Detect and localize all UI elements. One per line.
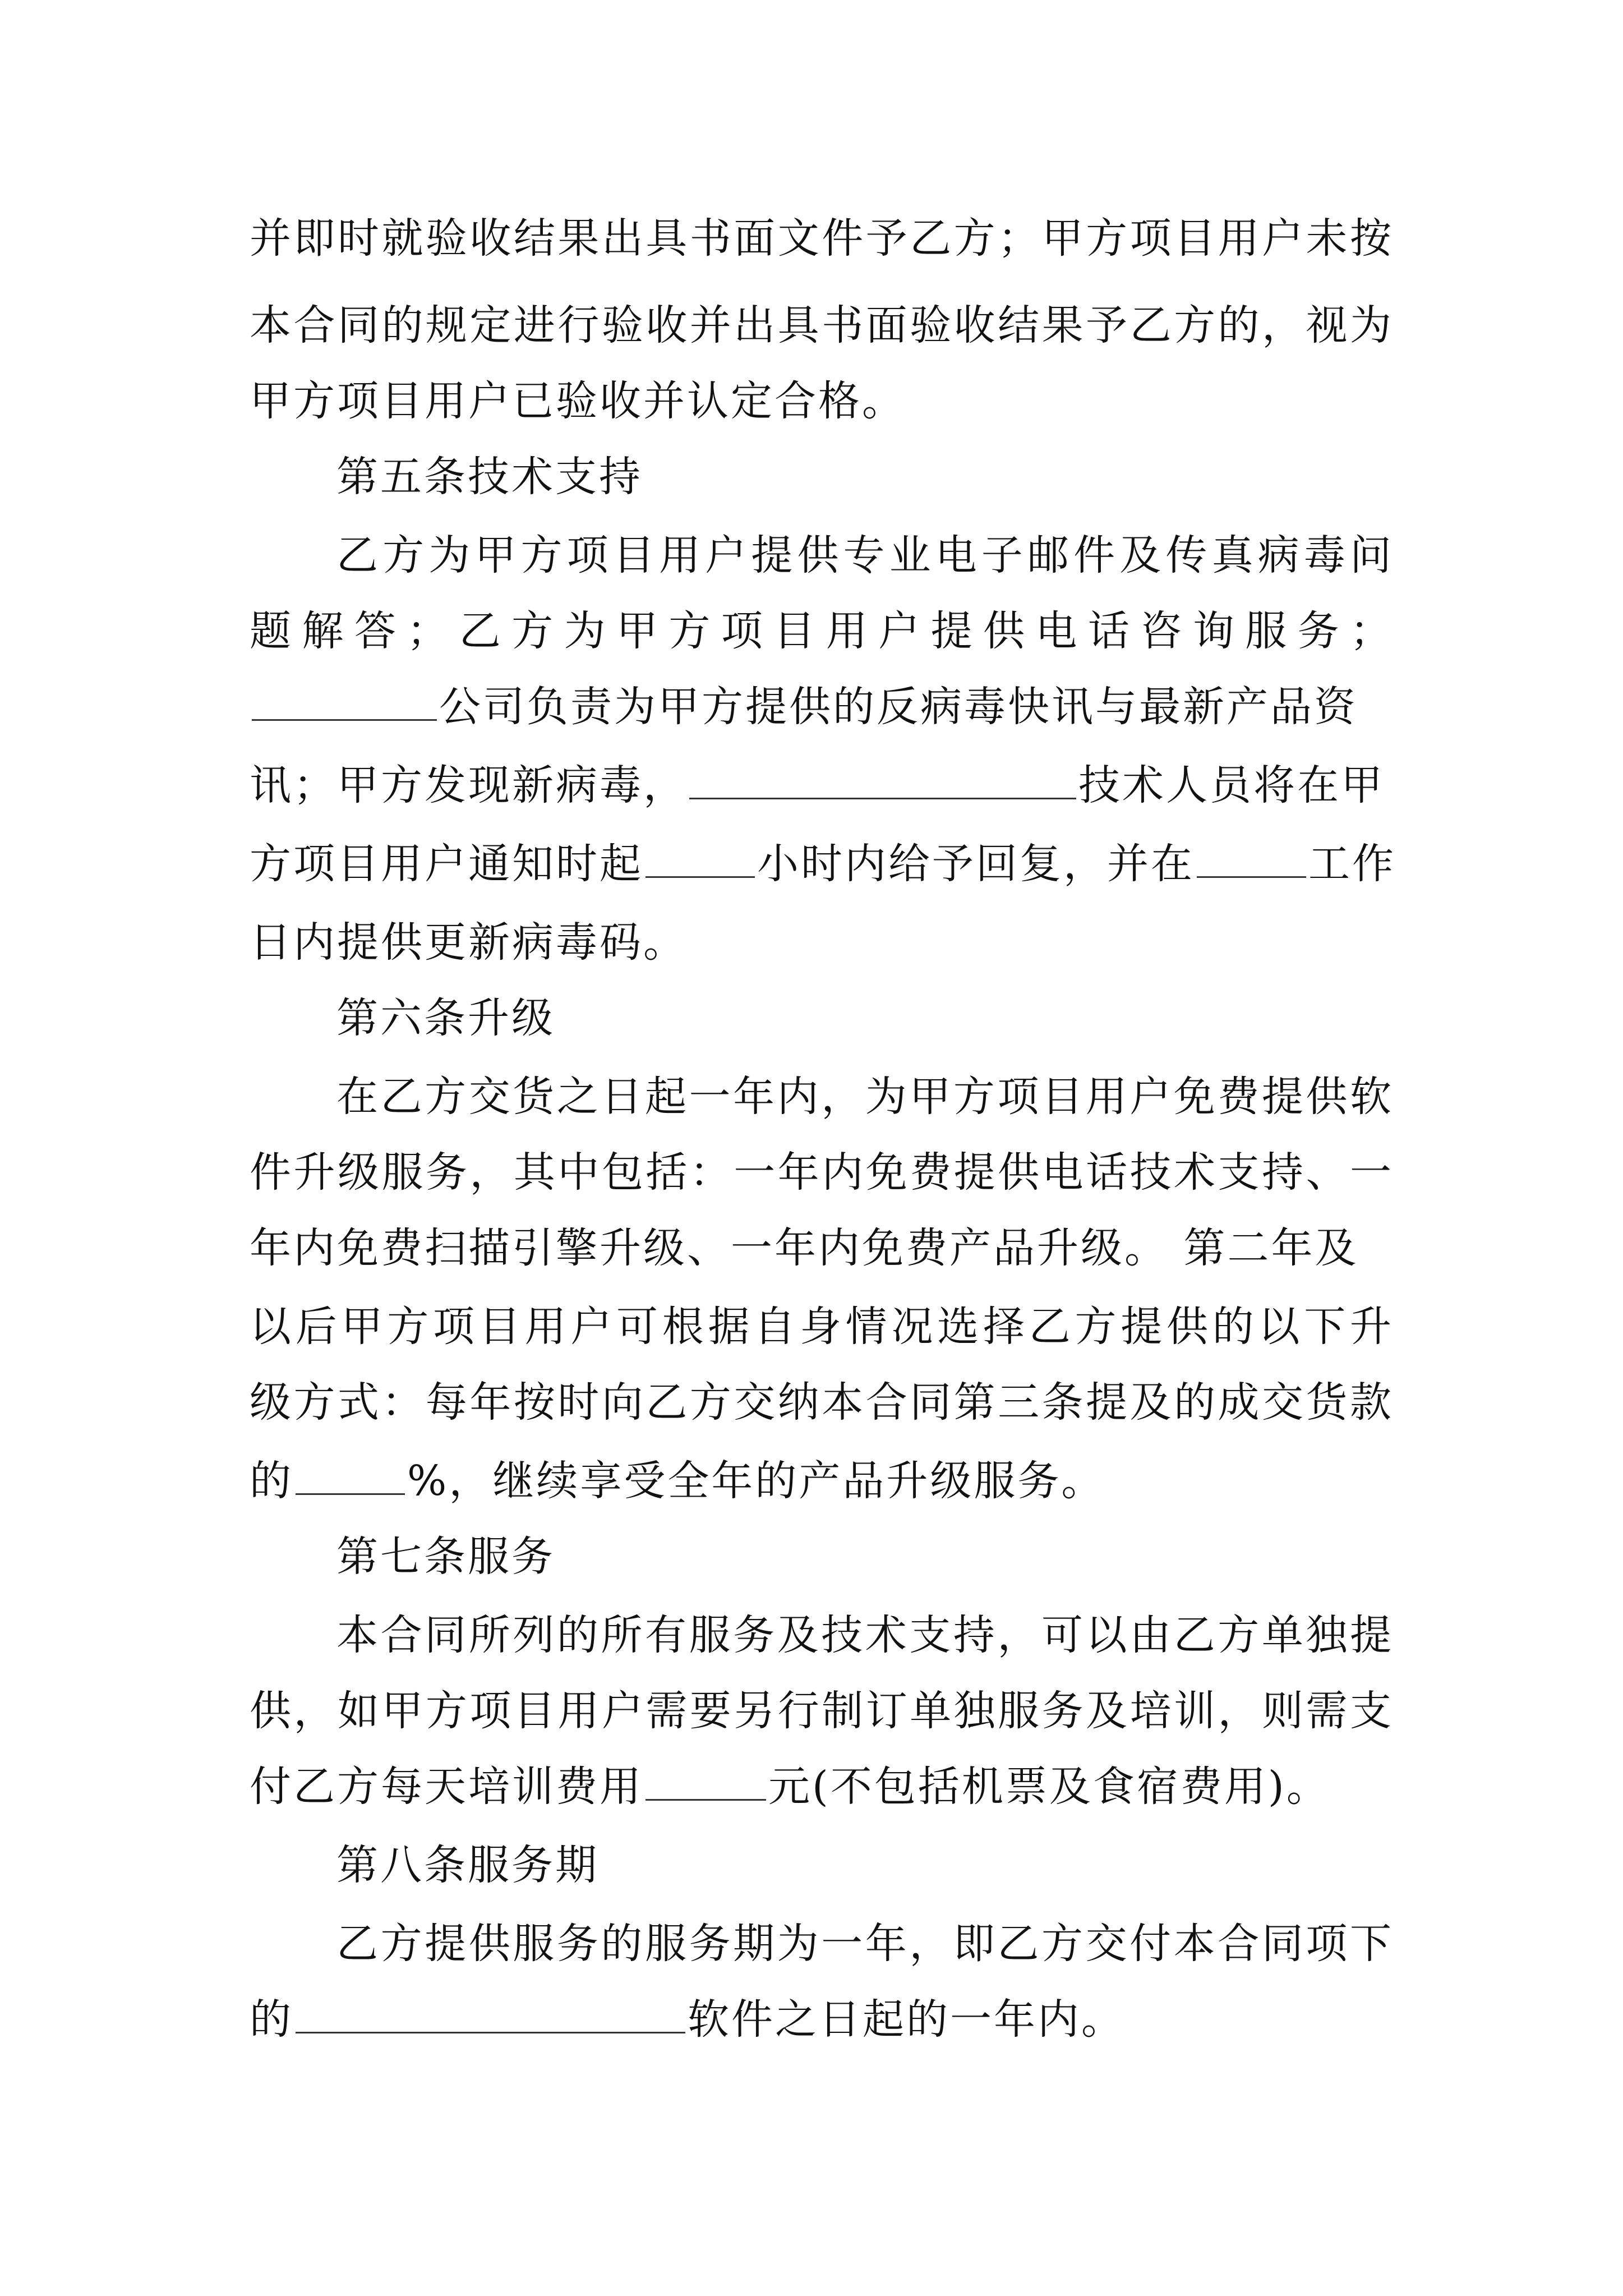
- line-text: 技术人员将在甲: [1078, 761, 1385, 809]
- line-text: 付乙方每天培训费用: [250, 1763, 643, 1811]
- fill-blank: [1197, 835, 1306, 878]
- paragraph-line: [250, 673, 1394, 740]
- paragraph-line: 在乙方交货之日起一年内，为甲方项目用户免费提供软: [336, 1073, 1394, 1121]
- paragraph-line: 本合同的规定进行验收并出具书面验收结果予乙方的，视为: [250, 301, 1394, 349]
- line-text: 讯；甲方发现新病毒，: [250, 761, 687, 809]
- article-8-heading: 第八条服务期: [336, 1841, 599, 1889]
- line-text: 方项目用户通知时起: [250, 840, 643, 888]
- paragraph-line: [250, 830, 1394, 898]
- line-text: 的: [250, 1995, 293, 2044]
- line-text: 公司负责为甲方提供的反病毒快讯与最新产品资: [439, 683, 1358, 731]
- paragraph-line: 乙方提供服务的服务期为一年，即乙方交付本合同项下: [336, 1920, 1394, 1968]
- line-text: 工作: [1308, 840, 1396, 888]
- paragraph-line: 以后甲方项目用户可根据自身情况选择乙方提供的以下升: [250, 1303, 1394, 1351]
- article-5-heading: 第五条技术支持: [336, 453, 643, 501]
- fill-blank: [296, 1990, 685, 2033]
- fill-blank: [645, 1757, 766, 1801]
- fill-blank: [296, 1452, 405, 1495]
- paragraph-line: [250, 1753, 1394, 1820]
- paragraph-line: 年内免费扫描引擎升级、一年内免费产品升级。 第二年及: [250, 1224, 1359, 1272]
- paragraph-line: [250, 1447, 1394, 1515]
- fill-blank: [252, 678, 437, 721]
- line-text: 的: [250, 1457, 293, 1505]
- paragraph-line: 题解答；乙方为甲方项目用户提供电话咨询服务；: [250, 607, 1394, 655]
- line-text: 元(不包括机票及食宿费用)。: [768, 1763, 1330, 1811]
- paragraph-line: 甲方项目用户已验收并认定合格。: [250, 377, 906, 425]
- paragraph-line: 件升级服务，其中包括：一年内免费提供电话技术支持、一: [250, 1148, 1394, 1197]
- line-text: 软件之日起的一年内。: [688, 1995, 1125, 2044]
- article-7-heading: 第七条服务: [336, 1533, 555, 1581]
- paragraph-line: [250, 752, 1394, 819]
- paragraph-line: 级方式：每年按时向乙方交纳本合同第三条提及的成交货款: [250, 1378, 1394, 1427]
- fill-blank: [689, 756, 1076, 799]
- paragraph-line: [250, 1986, 1394, 2053]
- paragraph-line: 并即时就验收结果出具书面文件予乙方；甲方项目用户未按: [250, 214, 1394, 263]
- paragraph-line: 日内提供更新病毒码。: [250, 918, 687, 967]
- fill-blank: [645, 835, 755, 878]
- line-text: 小时内给予回复，并在: [757, 840, 1195, 888]
- paragraph-line: 本合同所列的所有服务及技术支持，可以由乙方单独提: [336, 1611, 1394, 1659]
- paragraph-line: 供，如甲方项目用户需要另行制订单独服务及培训，则需支: [250, 1687, 1394, 1735]
- paragraph-line: 乙方为甲方项目用户提供专业电子邮件及传真病毒问: [336, 531, 1394, 579]
- line-text: %，继续享受全年的产品升级服务。: [407, 1457, 1105, 1505]
- article-6-heading: 第六条升级: [336, 994, 555, 1042]
